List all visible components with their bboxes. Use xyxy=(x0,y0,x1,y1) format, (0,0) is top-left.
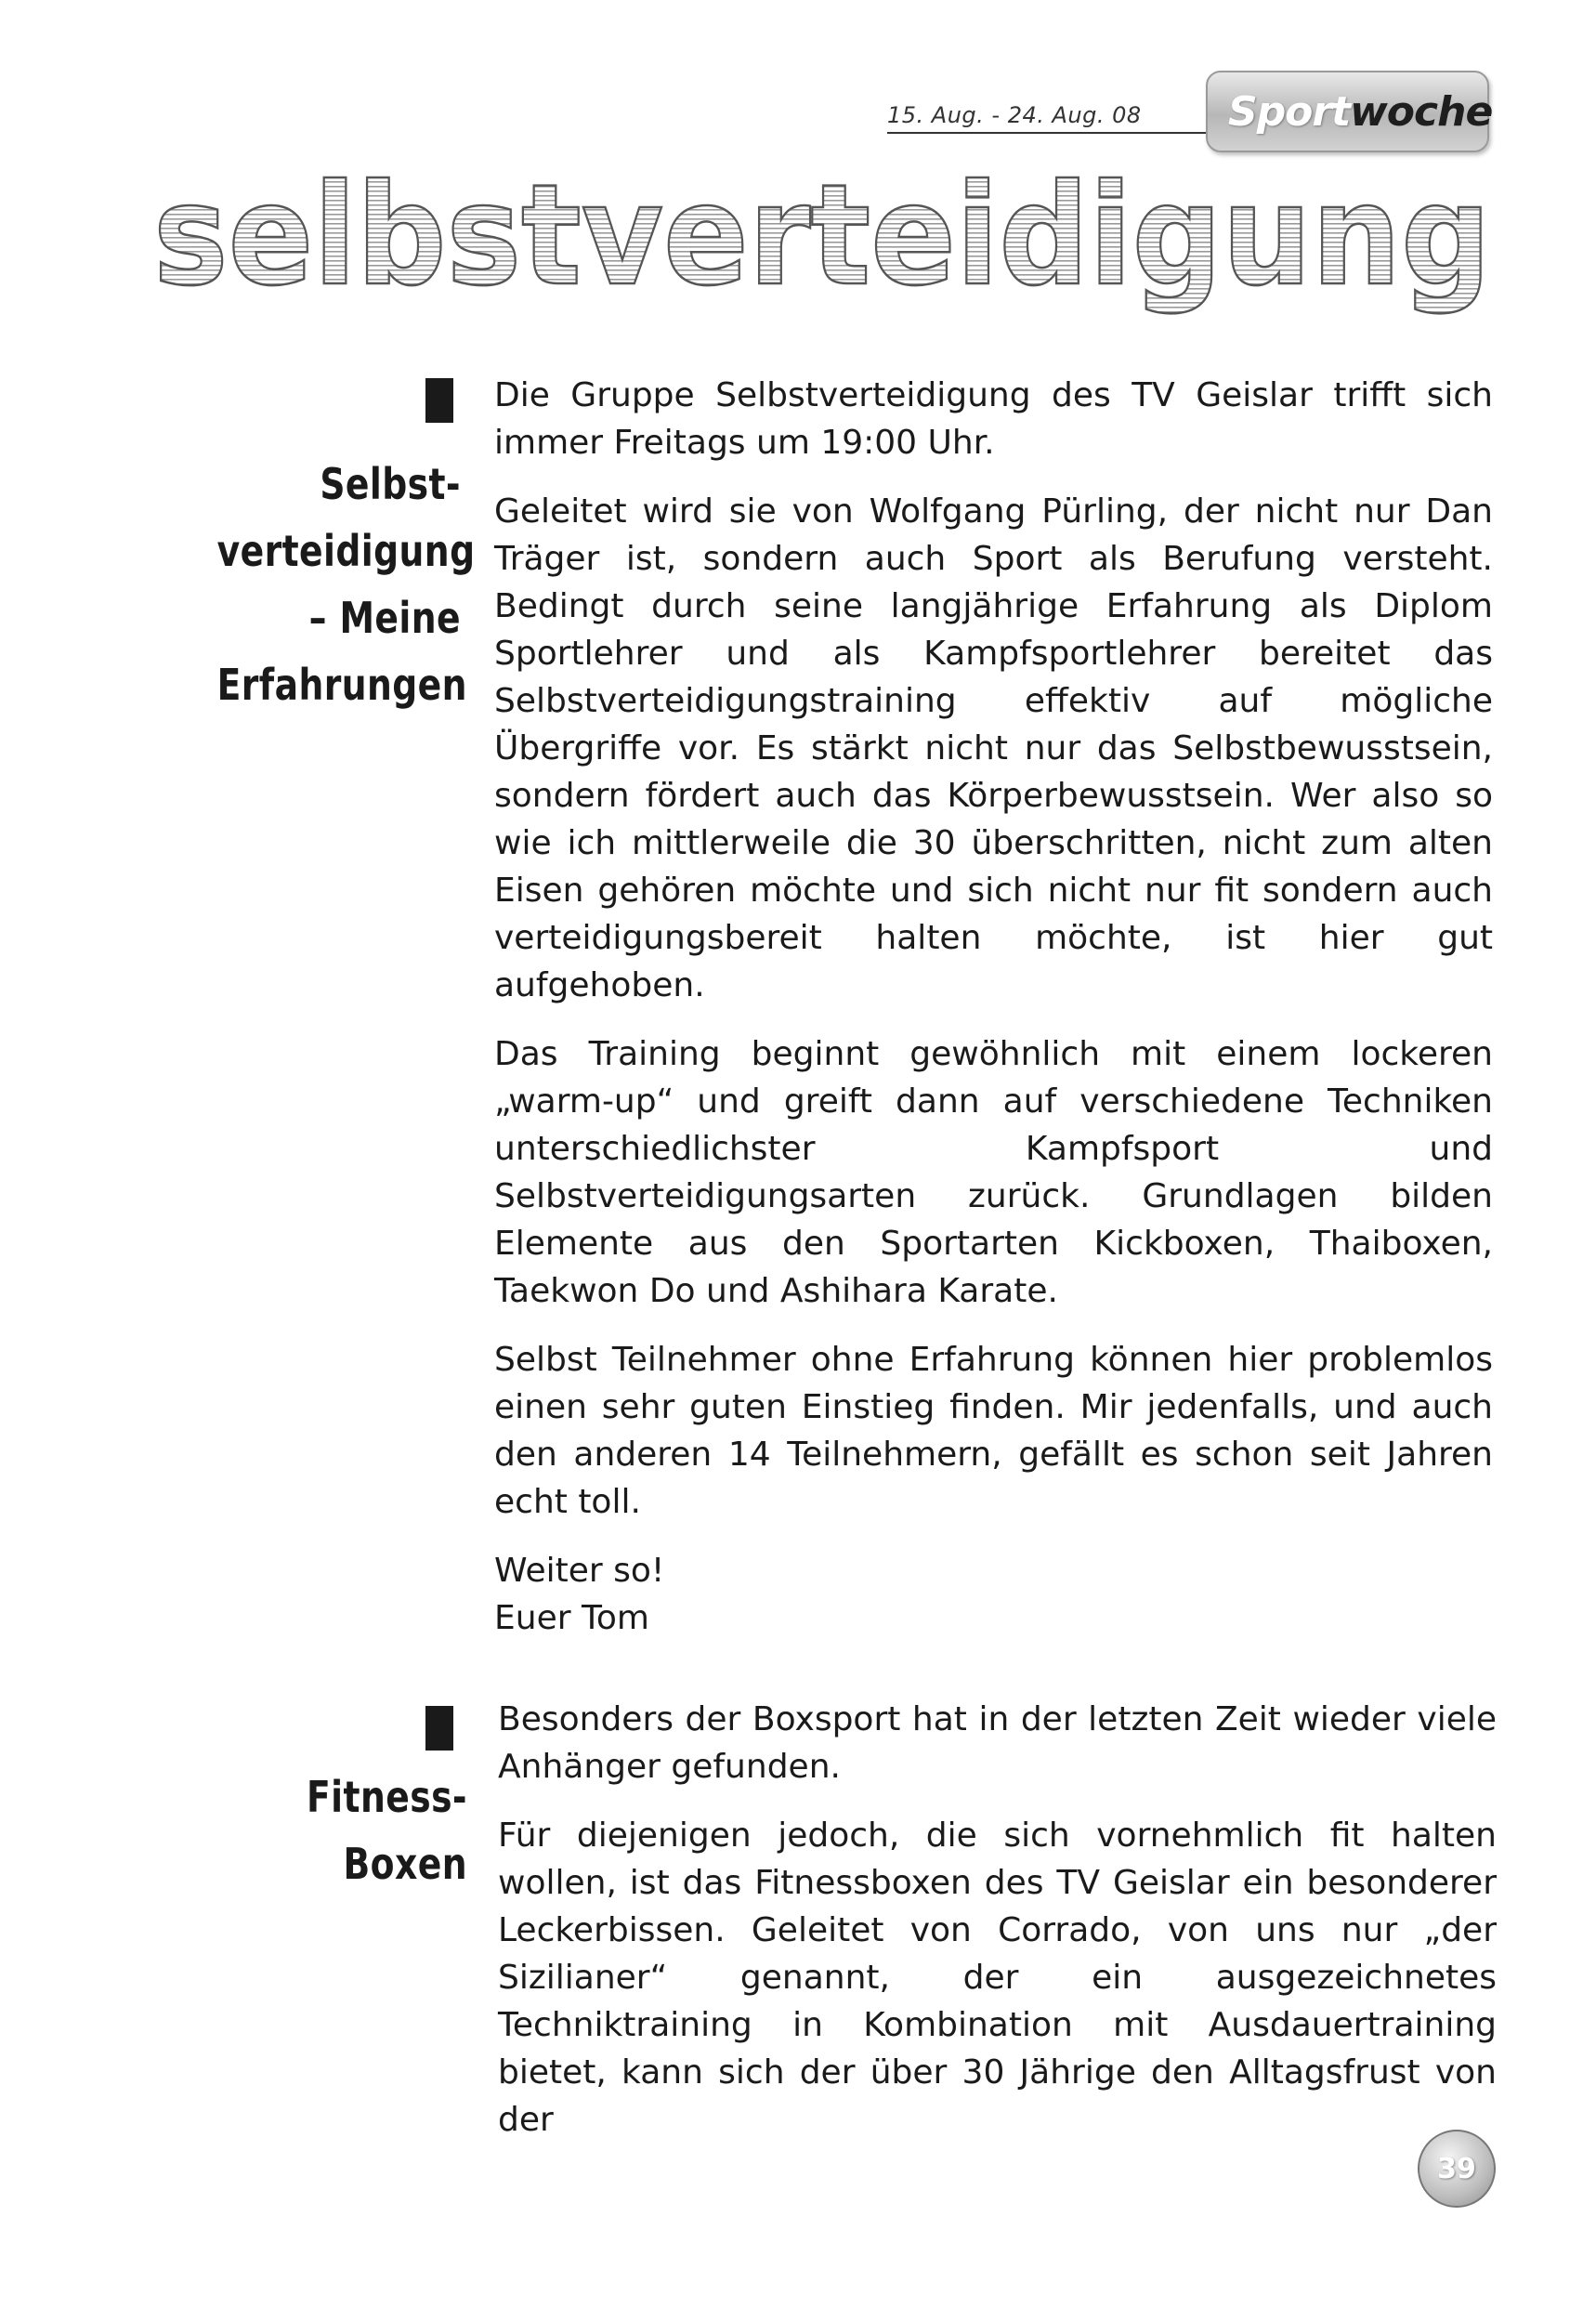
page-title xyxy=(139,155,1505,372)
paragraph: Geleitet wird sie von Wolfgang Pürling, der nicht nur Dan Träger ist, sondern auch Sport als Berufung versteht. Bedingt durch seine langjährige Erfahrung als Diplom Sportlehrer und als Kampfsportlehrer bereitet das Selbstverteidigungstraining effektiv auf mögliche Übergriffe vor. Es stärkt nicht nur das Selbstbewusstsein, sondern fördert auch das Körperbewusstsein. Wer also so wie ich mittlerweile die 30 überschritten, nicht zum alten Eisen gehören möchte und sich nicht nur fit sondern auch verteidigungsbereit halten möchte, ist hier gut aufgehoben. xyxy=(494,492,1493,1004)
section-heading-selbstverteidigung: Selbst- verteidigung – Meine Erfahrungen xyxy=(216,459,476,710)
article-selbstverteidigung xyxy=(494,372,1493,1663)
paragraph: Besonders der Boxsport hat in der letzten Zeit wieder viele Anhänger gefunden. xyxy=(498,1700,1497,1786)
section-marker-2 xyxy=(425,1706,453,1751)
sportwoche-logo xyxy=(1206,71,1493,152)
logo-part-sport: Sport xyxy=(1228,87,1351,136)
page-title-text: selbstverteidigung xyxy=(153,155,1491,317)
paragraph: Die Gruppe Selbstverteidigung des TV Geislar trifft sich immer Freitags um 19:00 Uhr. xyxy=(494,376,1493,462)
page-number-badge: 39 xyxy=(1418,2130,1496,2208)
paragraph: Für diejenigen jedoch, die sich vornehmlich fit halten wollen, ist das Fitnessboxen des TV Geislar ein besonderer Leckerbissen. Geleitet von Corrado, von uns nur „der Sizilianer“ genannt, der ein ausgezeichnetes Techniktraining in Kombination mit Ausdauertraining bietet, kann sich der über 30 Jährige den Alltagsfrust von der xyxy=(498,1816,1497,2139)
issue-date-range: 15. Aug. - 24. Aug. 08 xyxy=(887,102,1142,128)
signature-line: Euer Tom xyxy=(494,1599,649,1637)
section-marker-1 xyxy=(425,378,453,423)
closing-line: Weiter so! xyxy=(494,1552,665,1590)
paragraph: Selbst Teilnehmer ohne Erfahrung können hier problemlos einen sehr guten Einstieg finden. Mir jedenfalls, und auch den anderen 14 Teilnehmern, gefällt es schon seit Jahren echt toll. xyxy=(494,1341,1493,1521)
section-heading-fitness-boxen: Fitness-Boxen xyxy=(306,1772,467,1889)
paragraph: Das Training beginnt gewöhnlich mit einem lockeren „warm-up“ und greift dann auf verschiedene Techniken unterschiedlichster Kampfsport und Selbstverteidigungsarten zurück. Grundlagen bilden Elemente aus den Sportarten Kickboxen, Thaiboxen, Taekwon Do und Ashihara Karate. xyxy=(494,1035,1493,1310)
article-fitness-boxen xyxy=(498,1696,1497,2165)
date-underline xyxy=(887,132,1212,134)
logo-part-woche: woche xyxy=(1350,87,1493,136)
